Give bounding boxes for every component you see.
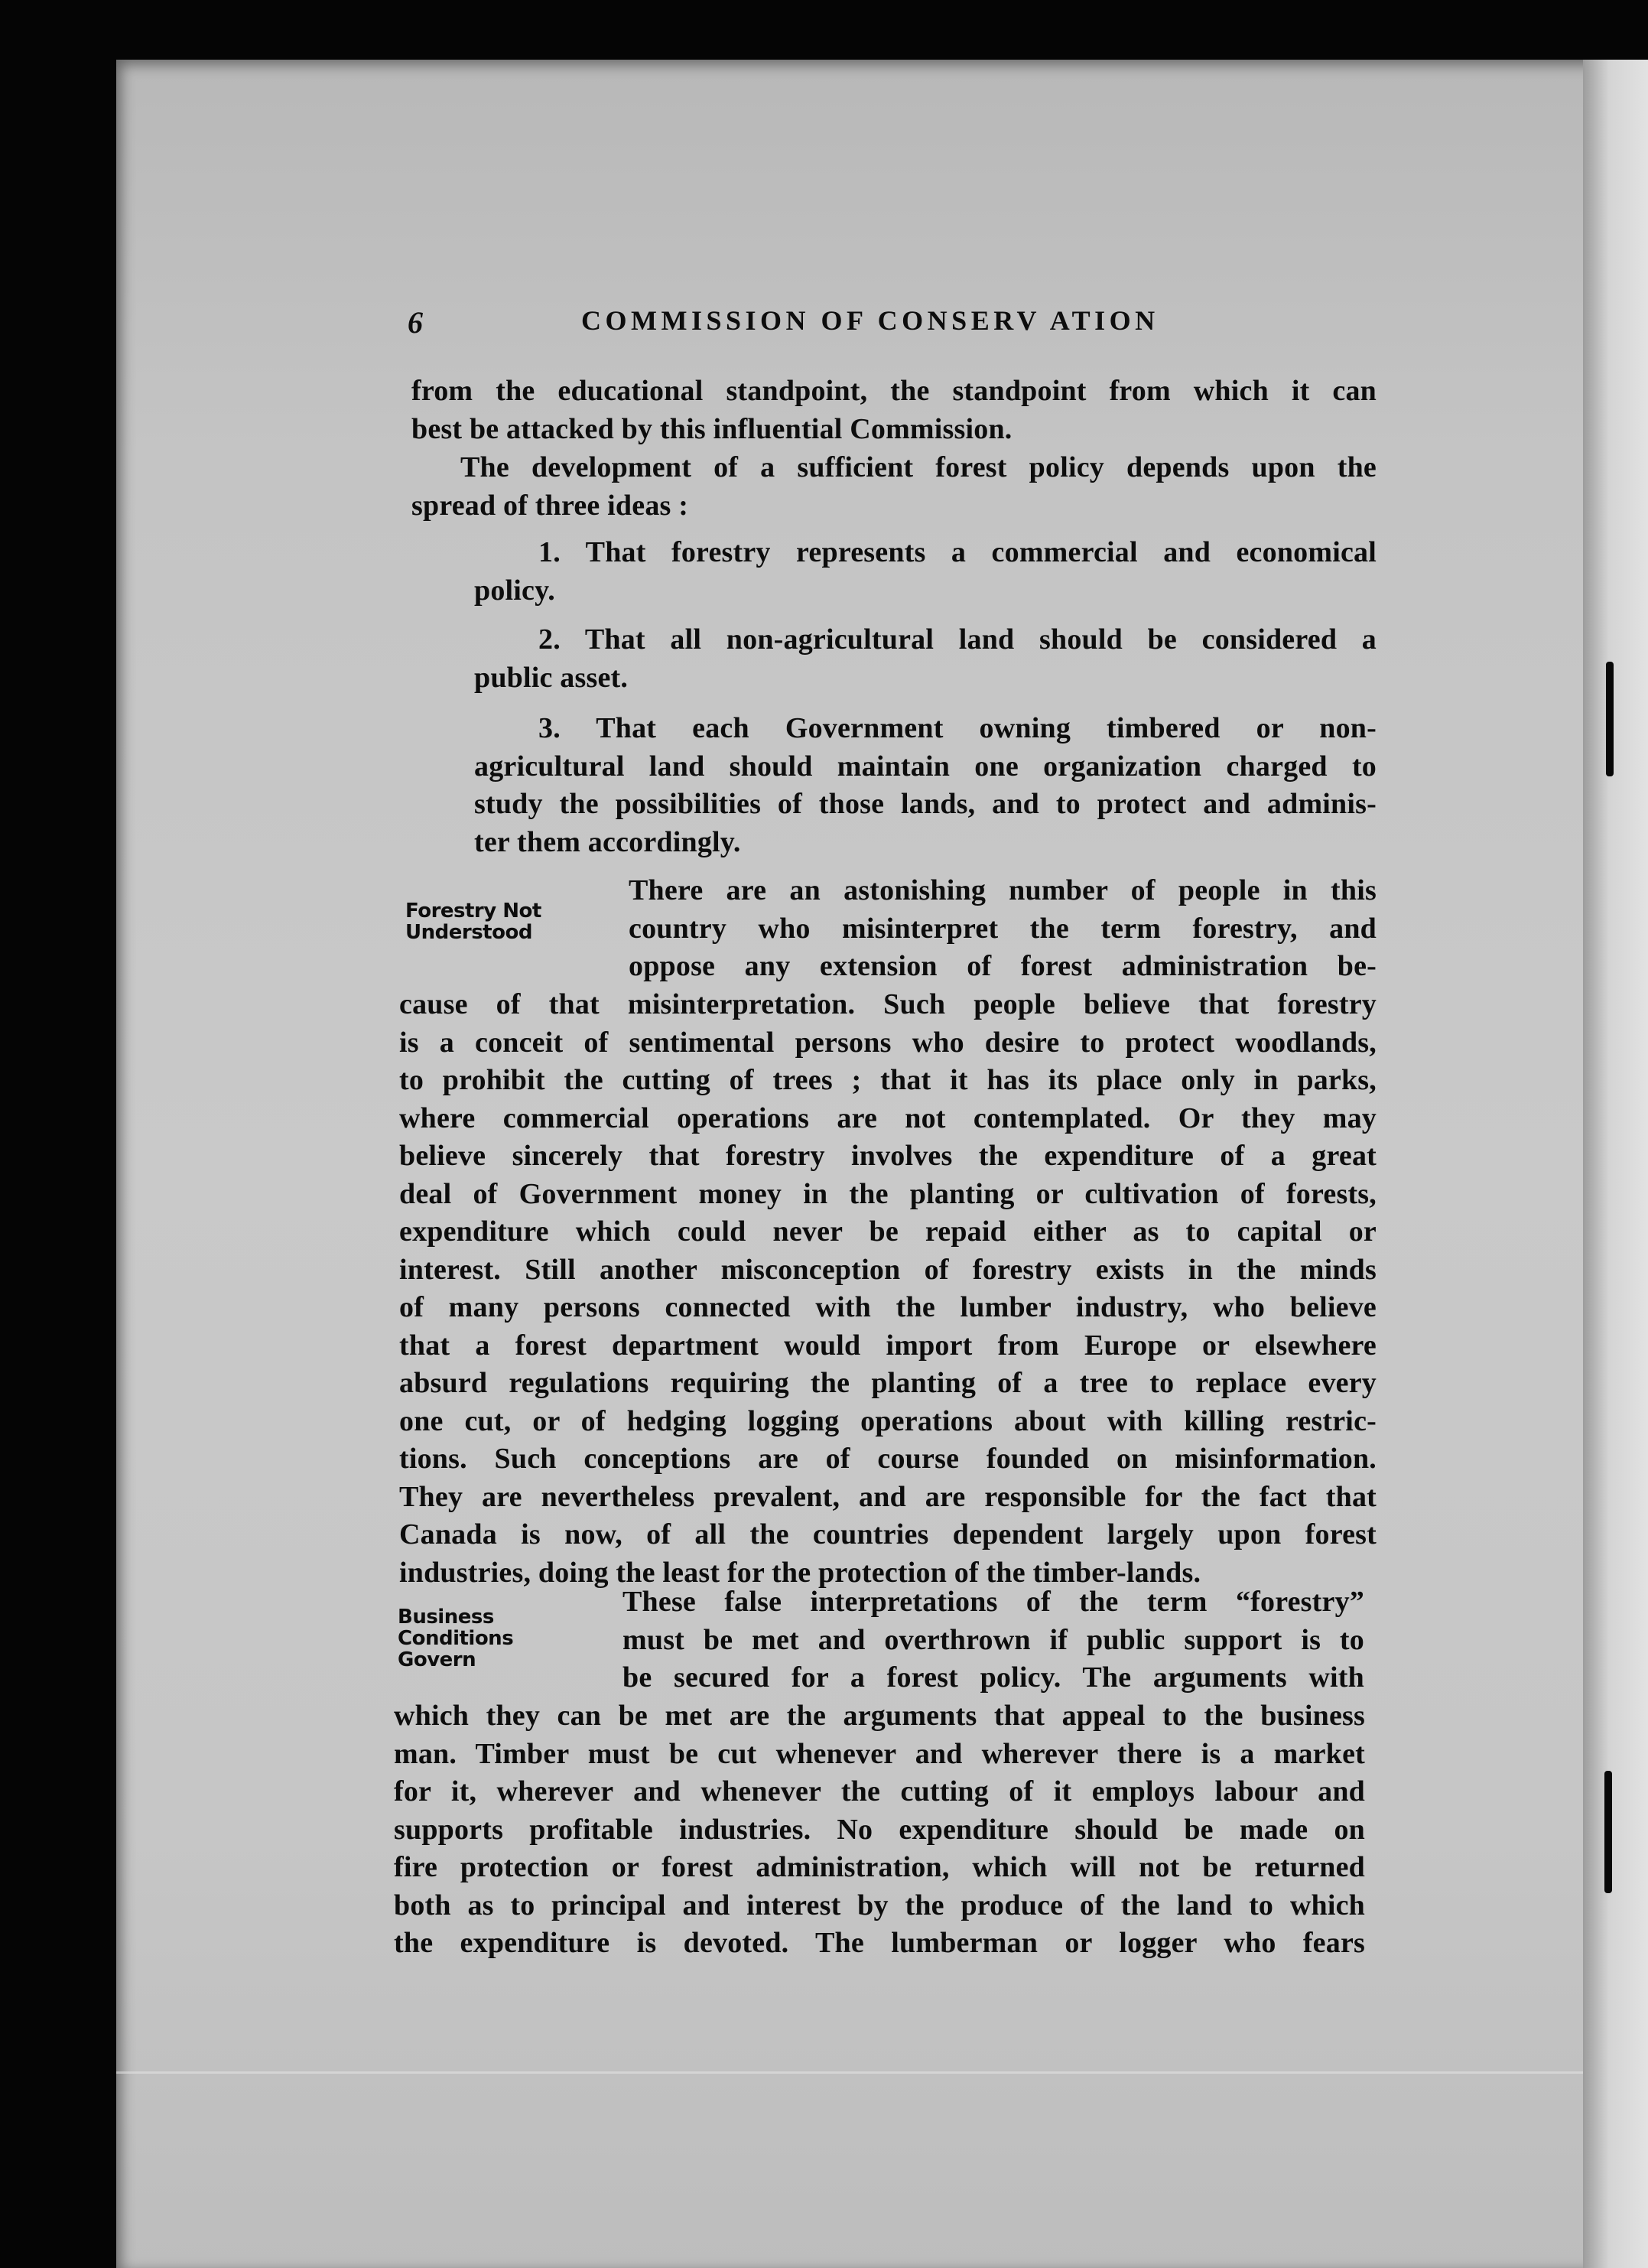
idea-3: [474, 710, 1377, 861]
text-line: where commercial operations are not contemplated. Or they may: [399, 1101, 1377, 1134]
text-line: be secured for a forest policy. The arguments with: [622, 1661, 1364, 1694]
text-line: is a conceit of sentimental persons who desire to protect woodlands,: [399, 1026, 1377, 1059]
text-line: the expenditure is devoted. The lumberman or logger who fears: [394, 1927, 1365, 1959]
text-line: They are nevertheless prevalent, and are responsible for the fact that: [399, 1480, 1377, 1513]
text-line: 2. That all non-agricultural land should be considered a: [538, 623, 1377, 656]
text-line: absurd regulations requiring the planting of a tree to replace every: [399, 1367, 1377, 1399]
scan-band: [116, 2071, 1583, 2074]
text-line: one cut, or of hedging logging operations about with killing restric-: [399, 1404, 1377, 1437]
text-line: to prohibit the cutting of trees ; that it has its place only in parks,: [399, 1064, 1377, 1096]
text-line: oppose any extension of forest administration be-: [629, 950, 1377, 982]
business-paragraph-indent: [622, 1583, 1364, 1697]
sidenote-forestry-not-understood: [405, 900, 541, 943]
text-line: industries, doing the least for the protection of the timber-lands.: [399, 1556, 1201, 1589]
text-line: for it, wherever and whenever the cutting of it employs labour and: [394, 1775, 1365, 1808]
sidenote-line: Understood: [405, 921, 532, 944]
text-line: supports profitable industries. No expenditure should be made on: [394, 1813, 1365, 1846]
text-line: must be met and overthrown if public support is to: [622, 1623, 1364, 1656]
text-line: spread of three ideas :: [411, 489, 689, 522]
text-line: These false interpretations of the term “forestry”: [622, 1586, 1364, 1618]
text-line: interest. Still another misconception of forestry exists in the minds: [399, 1253, 1377, 1286]
text-line: man. Timber must be cut whenever and wherever there is a market: [394, 1737, 1365, 1770]
text-line: The development of a sufficient forest policy depends upon the: [460, 451, 1377, 483]
binding-mark-lower: [1604, 1771, 1612, 1893]
text-line: which they can be met are the arguments that appeal to the business: [394, 1700, 1365, 1732]
text-line: that a forest department would import from Europe or elsewhere: [399, 1329, 1377, 1362]
text-line: deal of Government money in the planting or cultivation of forests,: [399, 1177, 1377, 1210]
sidenote-line: Govern: [398, 1648, 476, 1671]
text-line: best be attacked by this influential Commission.: [411, 412, 1013, 445]
text-line: 1. That forestry represents a commercial and economical: [538, 536, 1377, 568]
text-line: from the educational standpoint, the standpoint from which it can: [411, 375, 1377, 407]
forestry-paragraph: [399, 986, 1377, 1592]
text-line: cause of that misinterpretation. Such people believe that forestry: [399, 988, 1377, 1020]
text-line: public asset.: [474, 661, 629, 694]
sidenote-line: Conditions: [398, 1627, 514, 1650]
text-line: There are an astonishing number of people in this: [629, 874, 1377, 906]
forestry-paragraph-indent: [629, 872, 1377, 986]
business-paragraph: [394, 1697, 1365, 1963]
text-line: expenditure which could never be repaid either as to capital or: [399, 1215, 1377, 1248]
text-line: of many persons connected with the lumber industry, who believe: [399, 1291, 1377, 1323]
text-line: country who misinterpret the term forestry, and: [629, 912, 1377, 945]
text-line: Canada is now, of all the countries dependent largely upon forest: [399, 1518, 1377, 1551]
idea-2: [474, 621, 1377, 697]
development-paragraph: [411, 449, 1377, 525]
intro-paragraph: [411, 373, 1377, 448]
text-line: tions. Such conceptions are of course founded on misinformation.: [399, 1443, 1377, 1475]
text-line: both as to principal and interest by the produce of the land to which: [394, 1889, 1365, 1921]
text-line: policy.: [474, 574, 555, 607]
text-line: study the possibilities of those lands, and to protect and adminis-: [474, 788, 1377, 820]
text-line: believe sincerely that forestry involves the expenditure of a great: [399, 1140, 1377, 1172]
sidenote-business-conditions-govern: [398, 1606, 513, 1671]
running-header: COMMISSION OF CONSERV ATION: [581, 305, 1159, 336]
page-binding-edge: [1583, 60, 1648, 2268]
text-line: 3. That each Government owning timbered or non-: [538, 712, 1377, 744]
sidenote-line: Business: [398, 1606, 494, 1629]
page-number: 6: [408, 305, 423, 340]
binding-mark-upper: [1606, 662, 1614, 776]
text-line: ter them accordingly.: [474, 825, 741, 858]
text-line: fire protection or forest administration, which will not be returned: [394, 1851, 1365, 1883]
idea-1: [474, 534, 1377, 610]
sidenote-line: Forestry Not: [405, 900, 541, 922]
text-line: agricultural land should maintain one organization charged to: [474, 750, 1377, 783]
